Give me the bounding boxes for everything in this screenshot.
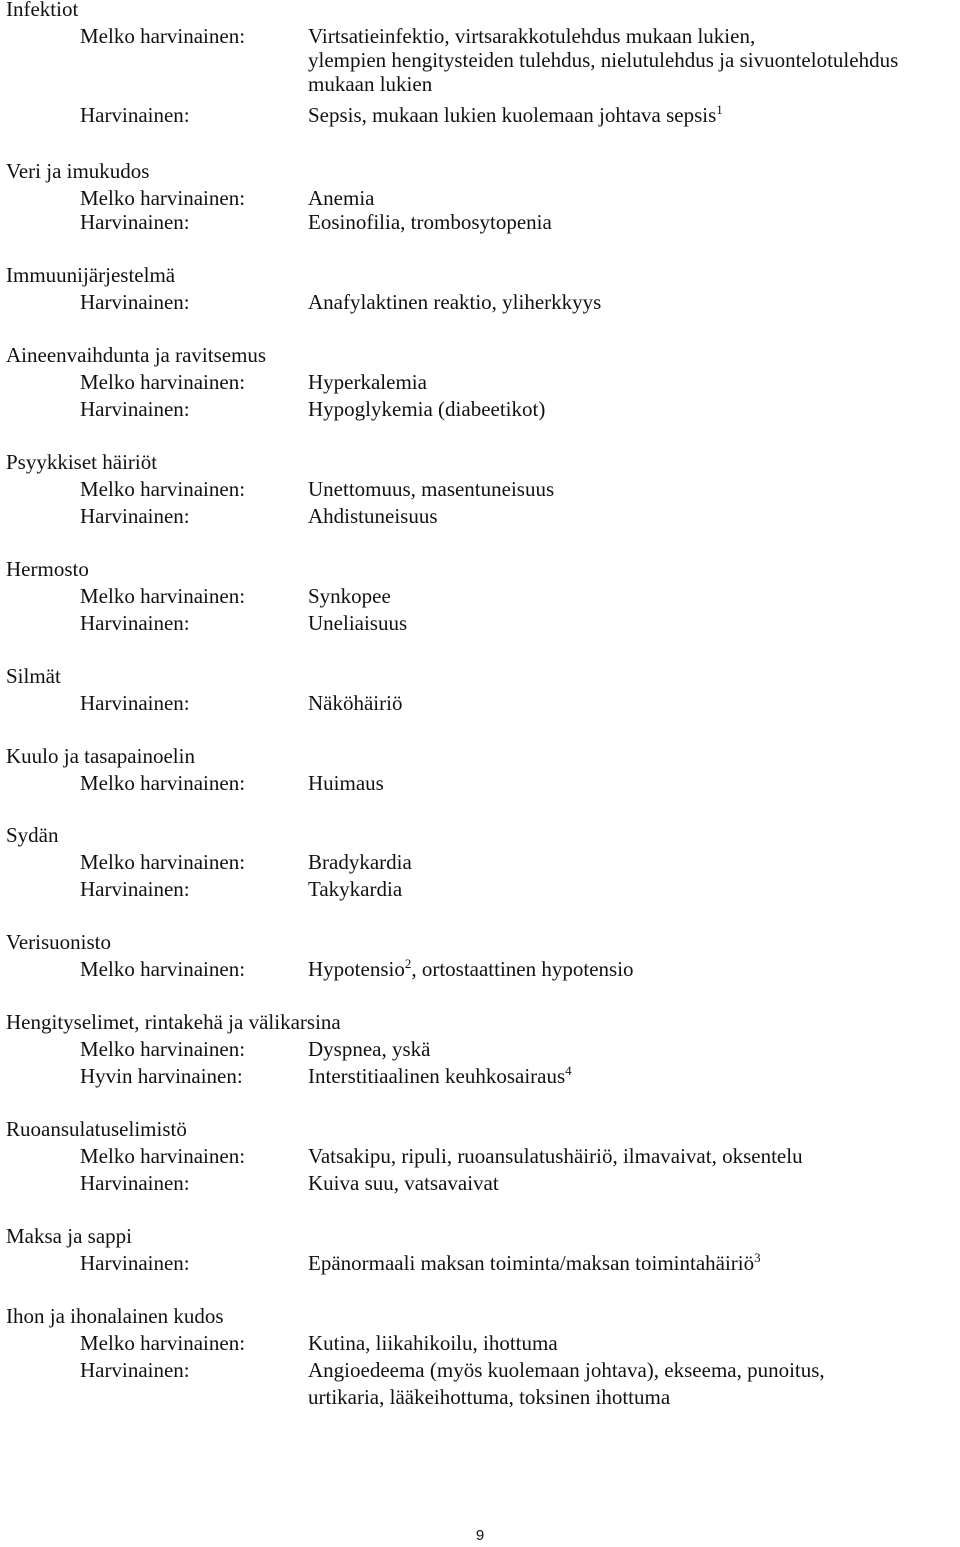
adverse-effect-text: Hypoglykemia (diabeetikot) [308,397,546,421]
adverse-effect-text [308,1250,761,1277]
category-heading-vascular: Verisuonisto [6,930,111,954]
frequency-label: Harvinainen: [80,691,190,715]
adverse-effect-term: Epänormaali maksan toiminta/maksan toimintahäiriö [308,1251,755,1275]
adverse-effect-text: Dyspnea, yskä [308,1037,431,1061]
category-heading-heart: Sydän [6,823,59,847]
frequency-label: Harvinainen: [80,1358,190,1382]
adverse-effect-term: Hypotensio [308,957,405,981]
adverse-effect-text: Virtsatieinfektio, virtsarakkotulehdus mukaan lukien, [308,24,756,48]
adverse-effect-text: Huimaus [308,771,384,795]
frequency-label: Melko harvinainen: [80,1331,246,1355]
adverse-effect-text: Anemia [308,186,375,210]
frequency-label: Melko harvinainen: [80,584,246,608]
adverse-effect-text: Takykardia [308,877,403,901]
category-heading-psychiatric: Psyykkiset häiriöt [6,450,158,474]
frequency-label: Melko harvinainen: [80,370,246,394]
adverse-effect-text: Eosinofilia, trombosytopenia [308,210,552,234]
category-heading-metabolism: Aineenvaihdunta ja ravitsemus [6,343,267,367]
frequency-label: Melko harvinainen: [80,1037,246,1061]
category-heading-eyes: Silmät [6,664,61,688]
frequency-label: Harvinainen: [80,210,190,234]
adverse-effect-text: Kutina, liikahikoilu, ihottuma [308,1331,558,1355]
adverse-effect-text: mukaan lukien [308,72,433,96]
adverse-effect-text: Unettomuus, masentuneisuus [308,477,555,501]
footnote-reference: 2 [404,956,412,971]
category-heading-blood: Veri ja imukudos [6,159,150,183]
adverse-effect-text: Angioedeema (myös kuolemaan johtava), ekseema, punoitus, [308,1358,825,1382]
category-heading-gastrointestinal: Ruoansulatuselimistö [6,1117,187,1141]
frequency-label: Melko harvinainen: [80,1144,246,1168]
adverse-effect-text: Vatsakipu, ripuli, ruoansulatushäiriö, ilmavaivat, oksentelu [308,1144,803,1168]
frequency-label: Harvinainen: [80,611,190,635]
frequency-label: Harvinainen: [80,290,190,314]
adverse-effect-term: Interstitiaalinen keuhkosairaus [308,1064,566,1088]
adverse-effect-text: urtikaria, lääkeihottuma, toksinen ihottuma [308,1385,671,1409]
adverse-effect-text: Hyperkalemia [308,370,427,394]
frequency-label: Harvinainen: [80,877,190,901]
frequency-label: Melko harvinainen: [80,477,246,501]
frequency-label: Melko harvinainen: [80,186,246,210]
adverse-effect-text: Ahdistuneisuus [308,504,438,528]
frequency-label: Harvinainen: [80,1171,190,1195]
adverse-effect-text: Uneliaisuus [308,611,408,635]
adverse-effect-text: Kuiva suu, vatsavaivat [308,1171,499,1195]
adverse-effect-text: Anafylaktinen reaktio, yliherkkyys [308,290,602,314]
page-number: 9 [475,1527,485,1544]
footnote-reference: 3 [754,1250,761,1265]
adverse-effect-text: ylempien hengitysteiden tulehdus, nielutulehdus ja sivuontelotulehdus [308,48,899,72]
category-heading-respiratory: Hengityselimet, rintakehä ja välikarsina [6,1010,341,1034]
frequency-label: Hyvin harvinainen: [80,1064,243,1088]
frequency-label: Harvinainen: [80,397,190,421]
footnote-reference: 1 [716,102,723,117]
frequency-label: Harvinainen: [80,504,190,528]
adverse-effect-text: Synkopee [308,584,391,608]
adverse-effect-text [308,102,723,129]
category-heading-infections: Infektiot [6,0,79,21]
frequency-label: Melko harvinainen: [80,957,246,981]
adverse-effect-term: , ortostaattinen hypotensio [411,957,634,981]
adverse-effect-text: Näköhäiriö [308,691,403,715]
adverse-effect-text: Bradykardia [308,850,412,874]
category-heading-nervous-system: Hermosto [6,557,89,581]
category-heading-immune-system: Immuunijärjestelmä [6,263,176,287]
frequency-label: Harvinainen: [80,103,190,127]
frequency-label: Melko harvinainen: [80,771,246,795]
category-heading-ear: Kuulo ja tasapainoelin [6,744,195,768]
footnote-reference: 4 [565,1063,572,1078]
frequency-label: Melko harvinainen: [80,24,246,48]
adverse-effect-text [308,1063,572,1090]
adverse-effect-text [308,956,634,983]
category-heading-skin: Ihon ja ihonalainen kudos [6,1304,224,1328]
frequency-label: Harvinainen: [80,1251,190,1275]
adverse-effect-term: Sepsis, mukaan lukien kuolemaan johtava sepsis [308,103,717,127]
frequency-label: Melko harvinainen: [80,850,246,874]
category-heading-liver: Maksa ja sappi [6,1224,132,1248]
